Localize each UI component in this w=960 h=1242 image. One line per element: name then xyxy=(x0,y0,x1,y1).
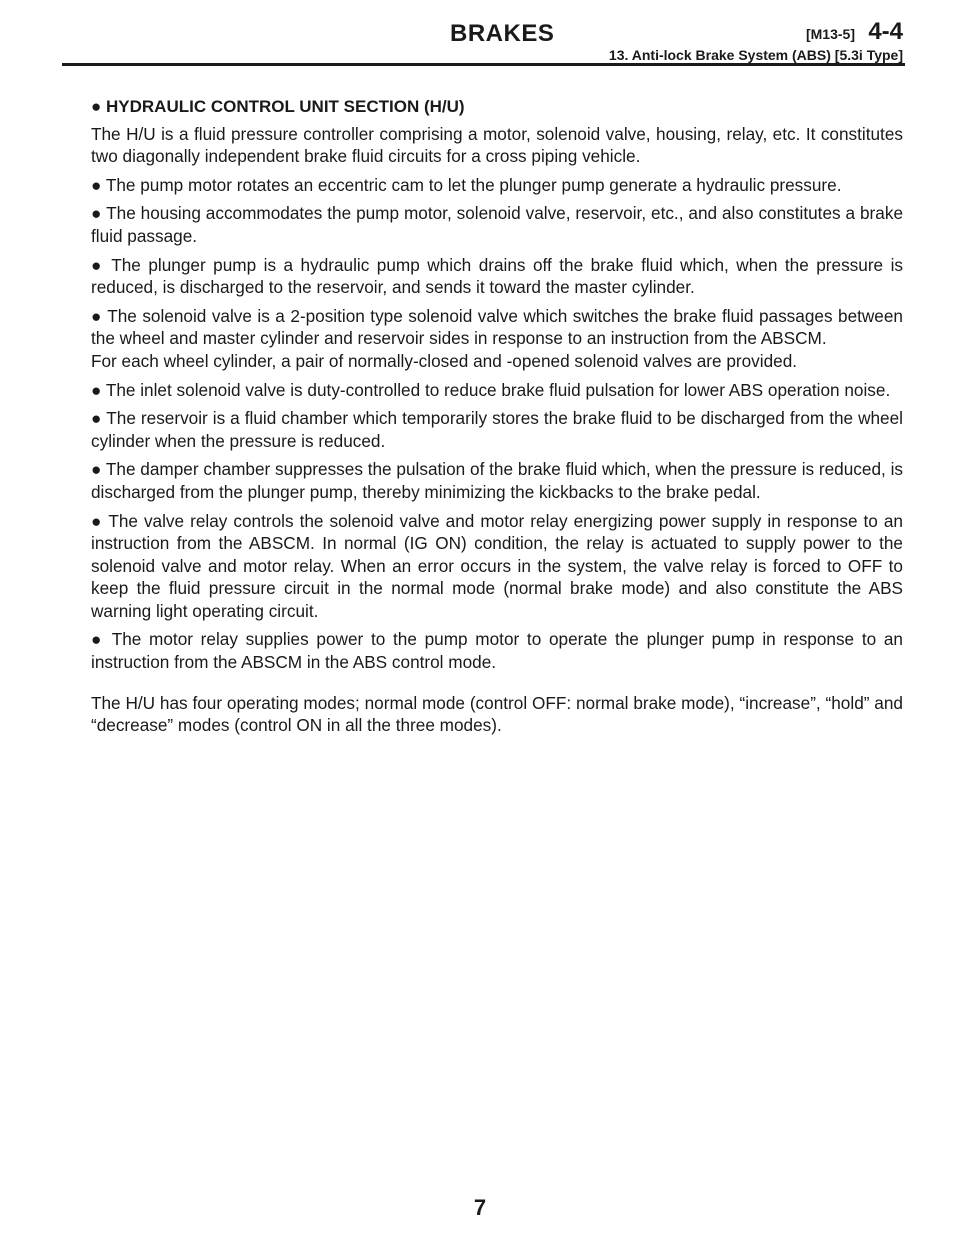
paragraph-wheel-cylinder: For each wheel cylinder, a pair of normally-closed and -opened solenoid valves are provided. xyxy=(91,350,798,371)
paragraph-inlet-solenoid: ● The inlet solenoid valve is duty-controlled to reduce brake fluid pulsation for lower ABS operation noise. xyxy=(91,379,891,400)
section-subtitle: 13. Anti-lock Brake System (ABS) [5.3i Type] xyxy=(608,47,903,63)
page-header xyxy=(62,14,905,66)
section-code: [M13-5] xyxy=(805,26,855,42)
paragraph-intro: The H/U is a fluid pressure controller comprising a motor, solenoid valve, housing, relay, etc. It constitutes two diagonally independent brake fluid circuits for a cross piping vehicle. xyxy=(91,123,903,167)
paragraph-valve-relay: ● The valve relay controls the solenoid valve and motor relay energizing power supply in response to an instruction from the ABSCM. In normal (IG ON) condition, the relay is actuated to supply power to the solenoid valve and motor relay. When an error occurs in the system, the valve relay is forced to OFF to keep the fluid pressure circuit in the normal mode (normal brake mode) and also constitute the ABS warning light operating circuit. xyxy=(91,510,903,621)
paragraph-housing: ● The housing accommodates the pump motor, solenoid valve, reservoir, etc., and also constitutes a brake fluid passage. xyxy=(91,203,903,246)
body-content xyxy=(91,96,903,743)
paragraph-reservoir: ● The reservoir is a fluid chamber which temporarily stores the brake fluid to be discharged from the wheel cylinder when the pressure is reduced. xyxy=(91,408,903,451)
section-heading: ● HYDRAULIC CONTROL UNIT SECTION (H/U) xyxy=(91,97,465,116)
header-divider xyxy=(62,63,905,66)
paragraph-damper-chamber: ● The damper chamber suppresses the pulsation of the brake fluid which, when the pressure is reduced, is discharged from the plunger pump, thereby minimizing the kickbacks to the brake pedal. xyxy=(91,459,903,502)
paragraph-solenoid-valve: ● The solenoid valve is a 2-position type solenoid valve which switches the brake fluid passages between the wheel and master cylinder and reservoir sides in response to an instruction from the ABSCM. xyxy=(91,305,903,349)
chapter-title: BRAKES xyxy=(450,20,555,47)
section-number: 4-4 xyxy=(868,18,903,45)
paragraph-operating-modes: The H/U has four operating modes; normal mode (control OFF: normal brake mode), “increase”, “hold” and “decrease” modes (control ON in all the three modes). xyxy=(91,692,903,736)
paragraph-pump-motor: ● The pump motor rotates an eccentric cam to let the plunger pump generate a hydraulic pressure. xyxy=(91,174,842,195)
paragraph-plunger-pump: ● The plunger pump is a hydraulic pump which drains off the brake fluid which, when the pressure is reduced, is discharged to the reservoir, and sends it toward the master cylinder. xyxy=(91,254,903,298)
page-number: 7 xyxy=(473,1195,487,1220)
paragraph-motor-relay: ● The motor relay supplies power to the pump motor to operate the plunger pump in response to an instruction from the ABSCM in the ABS control mode. xyxy=(91,629,903,673)
